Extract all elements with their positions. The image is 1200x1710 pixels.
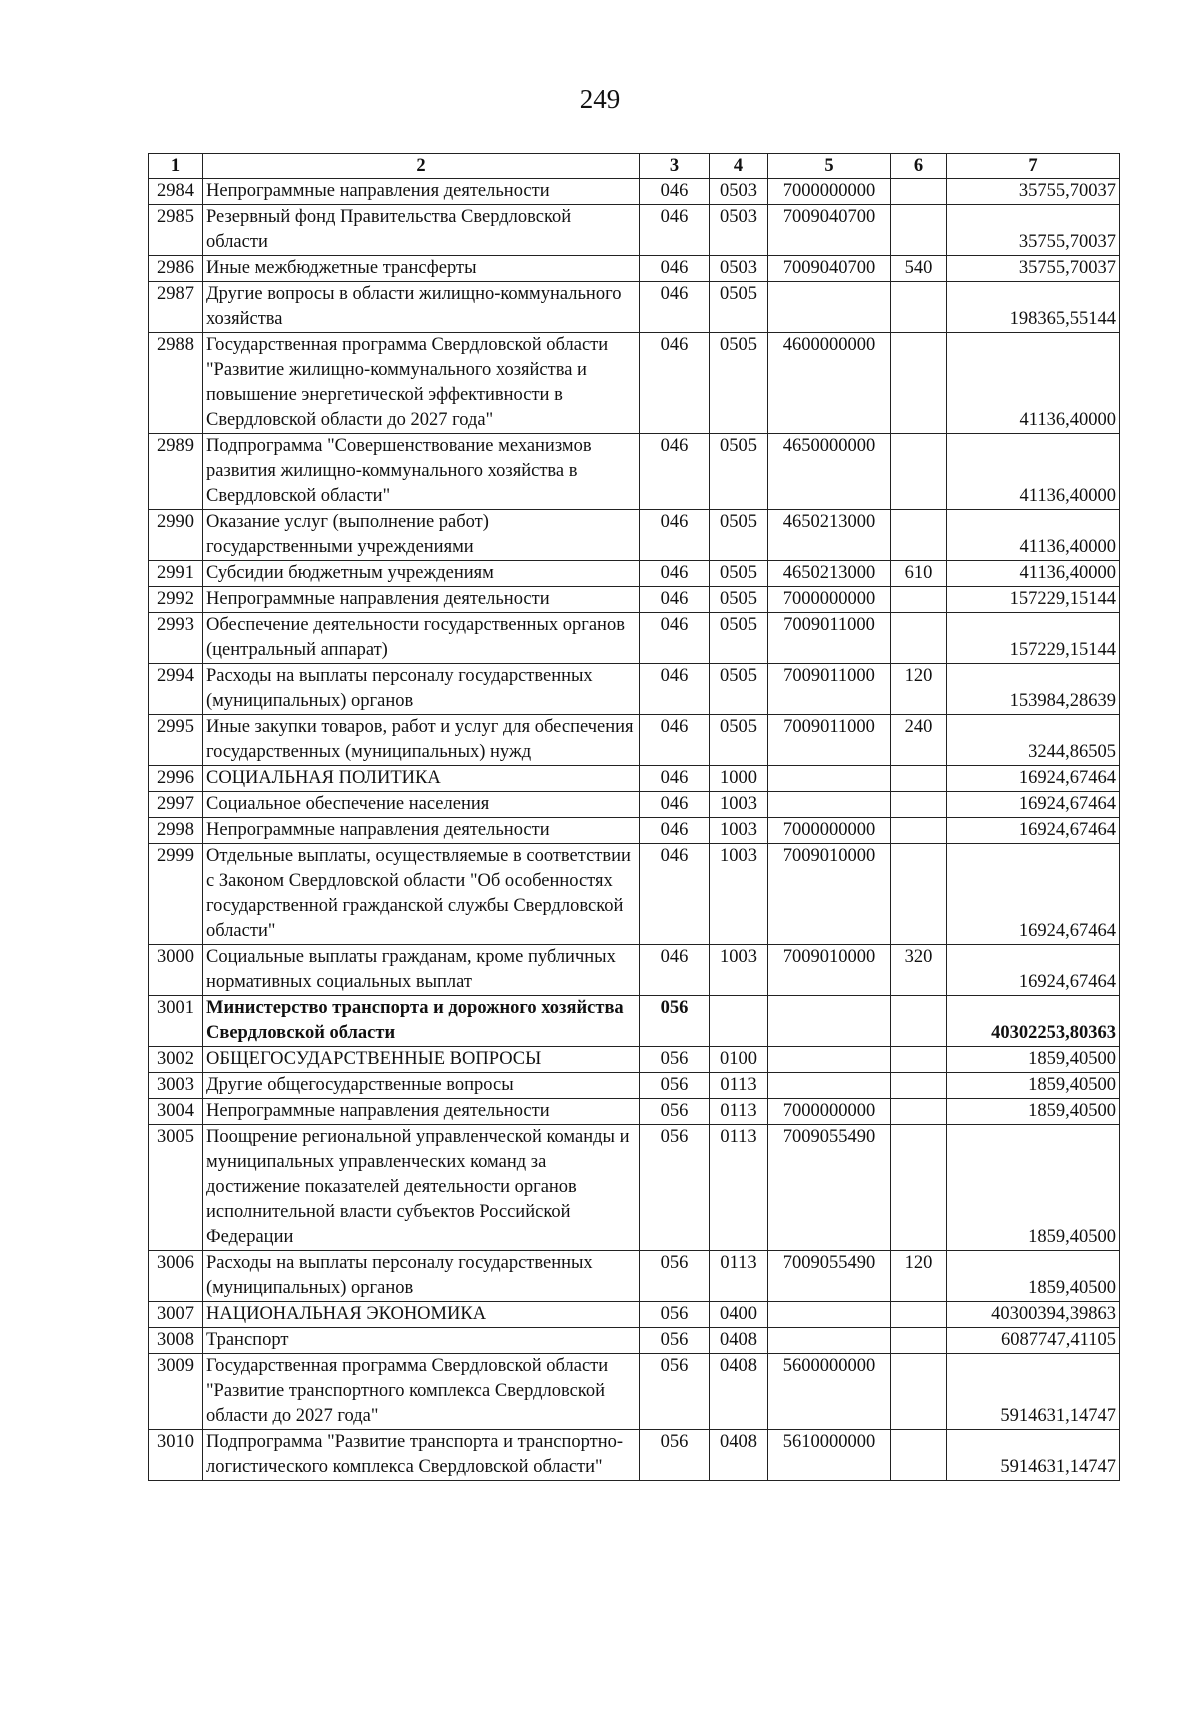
- row-amount: 1859,40500: [947, 1251, 1120, 1302]
- row-ministry-code: 046: [640, 664, 710, 715]
- row-target-code: 4650000000: [768, 434, 891, 510]
- row-number: 2994: [149, 664, 203, 715]
- row-section-code: 0505: [710, 613, 768, 664]
- row-section-code: 0505: [710, 510, 768, 561]
- row-target-code: 7000000000: [768, 1099, 891, 1125]
- row-number: 2991: [149, 561, 203, 587]
- row-amount: 5914631,14747: [947, 1430, 1120, 1481]
- row-target-code: [768, 766, 891, 792]
- row-amount: 5914631,14747: [947, 1354, 1120, 1430]
- row-section-code: 0408: [710, 1354, 768, 1430]
- row-ministry-code: 046: [640, 434, 710, 510]
- row-section-code: 0400: [710, 1302, 768, 1328]
- row-name: Расходы на выплаты персоналу государственных (муниципальных) органов: [203, 664, 640, 715]
- table-row: [149, 613, 1120, 664]
- row-name: Иные закупки товаров, работ и услуг для обеспечения государственных (муниципальных) нужд: [203, 715, 640, 766]
- column-header-5: 5: [768, 154, 891, 179]
- row-ministry-code: 046: [640, 561, 710, 587]
- row-target-code: [768, 1047, 891, 1073]
- row-number: 3004: [149, 1099, 203, 1125]
- row-amount: 16924,67464: [947, 792, 1120, 818]
- row-number: 3001: [149, 996, 203, 1047]
- row-name: Государственная программа Свердловской области "Развитие жилищно-коммунального хозяйства и повышение энергетической эффективности в Свердловской области до 2027 года": [203, 333, 640, 434]
- row-expense-type: [891, 1099, 947, 1125]
- table-row: [149, 664, 1120, 715]
- row-amount: 35755,70037: [947, 256, 1120, 282]
- table-row: [149, 792, 1120, 818]
- row-amount: 1859,40500: [947, 1047, 1120, 1073]
- table-row: [149, 179, 1120, 205]
- row-expense-type: [891, 1125, 947, 1251]
- row-ministry-code: 046: [640, 333, 710, 434]
- row-ministry-code: 056: [640, 1328, 710, 1354]
- row-section-code: 0113: [710, 1125, 768, 1251]
- row-name: СОЦИАЛЬНАЯ ПОЛИТИКА: [203, 766, 640, 792]
- row-number: 3003: [149, 1073, 203, 1099]
- row-name: Другие вопросы в области жилищно-коммунального хозяйства: [203, 282, 640, 333]
- table-header-row: [149, 154, 1120, 179]
- row-ministry-code: 046: [640, 256, 710, 282]
- row-target-code: 7009040700: [768, 256, 891, 282]
- row-number: 2995: [149, 715, 203, 766]
- row-ministry-code: 046: [640, 844, 710, 945]
- row-section-code: [710, 996, 768, 1047]
- table-row: [149, 1047, 1120, 1073]
- row-name: Социальные выплаты гражданам, кроме публичных нормативных социальных выплат: [203, 945, 640, 996]
- row-number: 3005: [149, 1125, 203, 1251]
- row-expense-type: [891, 434, 947, 510]
- row-amount: 41136,40000: [947, 510, 1120, 561]
- row-amount: 41136,40000: [947, 561, 1120, 587]
- row-amount: 3244,86505: [947, 715, 1120, 766]
- row-name: Резервный фонд Правительства Свердловской области: [203, 205, 640, 256]
- row-number: 2996: [149, 766, 203, 792]
- row-name: Государственная программа Свердловской области "Развитие транспортного комплекса Свердловской области до 2027 года": [203, 1354, 640, 1430]
- row-target-code: 7009011000: [768, 613, 891, 664]
- row-number: 3008: [149, 1328, 203, 1354]
- table-row: [149, 510, 1120, 561]
- table-row: [149, 1125, 1120, 1251]
- row-ministry-code: 046: [640, 715, 710, 766]
- row-expense-type: [891, 205, 947, 256]
- row-amount: 1859,40500: [947, 1125, 1120, 1251]
- row-target-code: 7000000000: [768, 179, 891, 205]
- row-name: Социальное обеспечение населения: [203, 792, 640, 818]
- row-amount: 6087747,41105: [947, 1328, 1120, 1354]
- row-number: 2988: [149, 333, 203, 434]
- row-amount: 16924,67464: [947, 945, 1120, 996]
- column-header-6: 6: [891, 154, 947, 179]
- row-amount: 16924,67464: [947, 766, 1120, 792]
- table-row: [149, 1354, 1120, 1430]
- row-number: 3010: [149, 1430, 203, 1481]
- row-amount: 153984,28639: [947, 664, 1120, 715]
- row-expense-type: [891, 844, 947, 945]
- row-number: 2997: [149, 792, 203, 818]
- row-name: Поощрение региональной управленческой команды и муниципальных управленческих команд за достижение показателей деятельности органов исполнительной власти субъектов Российской Федерации: [203, 1125, 640, 1251]
- row-expense-type: 240: [891, 715, 947, 766]
- row-amount: 16924,67464: [947, 844, 1120, 945]
- row-ministry-code: 046: [640, 205, 710, 256]
- row-ministry-code: 046: [640, 818, 710, 844]
- row-target-code: 7009010000: [768, 945, 891, 996]
- row-amount: 40300394,39863: [947, 1302, 1120, 1328]
- table-row: [149, 1430, 1120, 1481]
- row-section-code: 1003: [710, 945, 768, 996]
- row-target-code: 7009011000: [768, 664, 891, 715]
- row-expense-type: [891, 282, 947, 333]
- column-header-7: 7: [947, 154, 1120, 179]
- row-ministry-code: 056: [640, 1354, 710, 1430]
- row-target-code: [768, 792, 891, 818]
- row-number: 2989: [149, 434, 203, 510]
- table-row: [149, 587, 1120, 613]
- table-body: [149, 179, 1120, 1481]
- row-section-code: 0505: [710, 333, 768, 434]
- row-section-code: 0113: [710, 1099, 768, 1125]
- table-row: [149, 333, 1120, 434]
- row-target-code: 4600000000: [768, 333, 891, 434]
- row-ministry-code: 056: [640, 1099, 710, 1125]
- row-target-code: 7009011000: [768, 715, 891, 766]
- row-name: Отдельные выплаты, осуществляемые в соответствии с Законом Свердловской области "Об особенностях государственной гражданской службы Свердловской области": [203, 844, 640, 945]
- row-name: Субсидии бюджетным учреждениям: [203, 561, 640, 587]
- row-target-code: 5600000000: [768, 1354, 891, 1430]
- row-section-code: 0503: [710, 256, 768, 282]
- row-name: Другие общегосударственные вопросы: [203, 1073, 640, 1099]
- row-expense-type: [891, 1302, 947, 1328]
- row-section-code: 0505: [710, 587, 768, 613]
- row-section-code: 0505: [710, 561, 768, 587]
- row-ministry-code: 046: [640, 510, 710, 561]
- row-section-code: 1003: [710, 792, 768, 818]
- row-number: 2986: [149, 256, 203, 282]
- row-amount: 41136,40000: [947, 434, 1120, 510]
- row-name: Расходы на выплаты персоналу государственных (муниципальных) органов: [203, 1251, 640, 1302]
- row-amount: 40302253,80363: [947, 996, 1120, 1047]
- row-expense-type: [891, 1047, 947, 1073]
- row-number: 3006: [149, 1251, 203, 1302]
- row-expense-type: [891, 587, 947, 613]
- row-number: 2987: [149, 282, 203, 333]
- column-header-3: 3: [640, 154, 710, 179]
- row-expense-type: [891, 613, 947, 664]
- table-row: [149, 715, 1120, 766]
- table-row: [149, 205, 1120, 256]
- table-row: [149, 1328, 1120, 1354]
- row-amount: 1859,40500: [947, 1099, 1120, 1125]
- row-target-code: 7000000000: [768, 587, 891, 613]
- row-section-code: 1003: [710, 844, 768, 945]
- row-expense-type: [891, 1430, 947, 1481]
- column-header-1: 1: [149, 154, 203, 179]
- row-name: Непрограммные направления деятельности: [203, 1099, 640, 1125]
- row-expense-type: [891, 1073, 947, 1099]
- row-expense-type: [891, 766, 947, 792]
- row-name: ОБЩЕГОСУДАРСТВЕННЫЕ ВОПРОСЫ: [203, 1047, 640, 1073]
- row-section-code: 0505: [710, 434, 768, 510]
- column-header-2: 2: [203, 154, 640, 179]
- row-number: 2999: [149, 844, 203, 945]
- row-section-code: 0408: [710, 1430, 768, 1481]
- row-name: НАЦИОНАЛЬНАЯ ЭКОНОМИКА: [203, 1302, 640, 1328]
- row-ministry-code: 046: [640, 587, 710, 613]
- row-expense-type: 120: [891, 1251, 947, 1302]
- row-number: 2998: [149, 818, 203, 844]
- row-section-code: 0505: [710, 282, 768, 333]
- row-expense-type: 320: [891, 945, 947, 996]
- row-section-code: 0505: [710, 715, 768, 766]
- row-expense-type: 610: [891, 561, 947, 587]
- row-ministry-code: 046: [640, 945, 710, 996]
- row-expense-type: [891, 996, 947, 1047]
- row-section-code: 0113: [710, 1251, 768, 1302]
- row-target-code: [768, 996, 891, 1047]
- row-name: Подпрограмма "Совершенствование механизмов развития жилищно-коммунального хозяйства в Свердловской области": [203, 434, 640, 510]
- row-ministry-code: 046: [640, 613, 710, 664]
- row-number: 3002: [149, 1047, 203, 1073]
- row-number: 3009: [149, 1354, 203, 1430]
- row-expense-type: 120: [891, 664, 947, 715]
- row-expense-type: [891, 333, 947, 434]
- row-ministry-code: 056: [640, 1047, 710, 1073]
- row-name: Иные межбюджетные трансферты: [203, 256, 640, 282]
- row-ministry-code: 056: [640, 1125, 710, 1251]
- row-ministry-code: 046: [640, 179, 710, 205]
- table-row: [149, 561, 1120, 587]
- row-number: 2992: [149, 587, 203, 613]
- table-row: [149, 256, 1120, 282]
- row-ministry-code: 046: [640, 766, 710, 792]
- row-amount: 35755,70037: [947, 179, 1120, 205]
- row-name: Оказание услуг (выполнение работ) государственными учреждениями: [203, 510, 640, 561]
- row-name: Непрограммные направления деятельности: [203, 818, 640, 844]
- row-amount: 157229,15144: [947, 587, 1120, 613]
- row-amount: 157229,15144: [947, 613, 1120, 664]
- row-target-code: 5610000000: [768, 1430, 891, 1481]
- row-ministry-code: 056: [640, 1430, 710, 1481]
- row-number: 3000: [149, 945, 203, 996]
- table-row: [149, 945, 1120, 996]
- row-name: Министерство транспорта и дорожного хозяйства Свердловской области: [203, 996, 640, 1047]
- row-section-code: 0408: [710, 1328, 768, 1354]
- row-target-code: [768, 1073, 891, 1099]
- row-amount: 16924,67464: [947, 818, 1120, 844]
- row-number: 2984: [149, 179, 203, 205]
- row-target-code: 4650213000: [768, 561, 891, 587]
- row-ministry-code: 046: [640, 792, 710, 818]
- row-number: 3007: [149, 1302, 203, 1328]
- row-number: 2990: [149, 510, 203, 561]
- table-row: [149, 844, 1120, 945]
- row-expense-type: [891, 179, 947, 205]
- row-number: 2993: [149, 613, 203, 664]
- table-row: [149, 1251, 1120, 1302]
- row-target-code: 4650213000: [768, 510, 891, 561]
- row-section-code: 0503: [710, 179, 768, 205]
- row-amount: 1859,40500: [947, 1073, 1120, 1099]
- table-row: [149, 996, 1120, 1047]
- row-target-code: 7000000000: [768, 818, 891, 844]
- row-name: Непрограммные направления деятельности: [203, 179, 640, 205]
- row-target-code: 7009010000: [768, 844, 891, 945]
- table-row: [149, 766, 1120, 792]
- table-row: [149, 1099, 1120, 1125]
- row-target-code: 7009055490: [768, 1251, 891, 1302]
- row-target-code: 7009040700: [768, 205, 891, 256]
- row-name: Обеспечение деятельности государственных органов (центральный аппарат): [203, 613, 640, 664]
- row-section-code: 1003: [710, 818, 768, 844]
- row-number: 2985: [149, 205, 203, 256]
- row-target-code: 7009055490: [768, 1125, 891, 1251]
- row-expense-type: [891, 792, 947, 818]
- table-row: [149, 1073, 1120, 1099]
- row-expense-type: 540: [891, 256, 947, 282]
- row-ministry-code: 056: [640, 1302, 710, 1328]
- row-section-code: 0503: [710, 205, 768, 256]
- row-name: Непрограммные направления деятельности: [203, 587, 640, 613]
- row-expense-type: [891, 1328, 947, 1354]
- row-amount: 41136,40000: [947, 333, 1120, 434]
- budget-table: [148, 153, 1120, 1481]
- row-expense-type: [891, 818, 947, 844]
- row-expense-type: [891, 510, 947, 561]
- row-name: Транспорт: [203, 1328, 640, 1354]
- row-ministry-code: 056: [640, 996, 710, 1047]
- row-amount: 35755,70037: [947, 205, 1120, 256]
- table-row: [149, 1302, 1120, 1328]
- column-header-4: 4: [710, 154, 768, 179]
- row-target-code: [768, 282, 891, 333]
- row-target-code: [768, 1328, 891, 1354]
- row-expense-type: [891, 1354, 947, 1430]
- row-ministry-code: 056: [640, 1251, 710, 1302]
- row-section-code: 0113: [710, 1073, 768, 1099]
- row-ministry-code: 046: [640, 282, 710, 333]
- table-row: [149, 282, 1120, 333]
- table-row: [149, 434, 1120, 510]
- row-ministry-code: 056: [640, 1073, 710, 1099]
- row-amount: 198365,55144: [947, 282, 1120, 333]
- row-name: Подпрограмма "Развитие транспорта и транспортно-логистического комплекса Свердловской области": [203, 1430, 640, 1481]
- row-target-code: [768, 1302, 891, 1328]
- row-section-code: 0100: [710, 1047, 768, 1073]
- page-number: 249: [579, 84, 621, 114]
- row-section-code: 1000: [710, 766, 768, 792]
- table-row: [149, 818, 1120, 844]
- row-section-code: 0505: [710, 664, 768, 715]
